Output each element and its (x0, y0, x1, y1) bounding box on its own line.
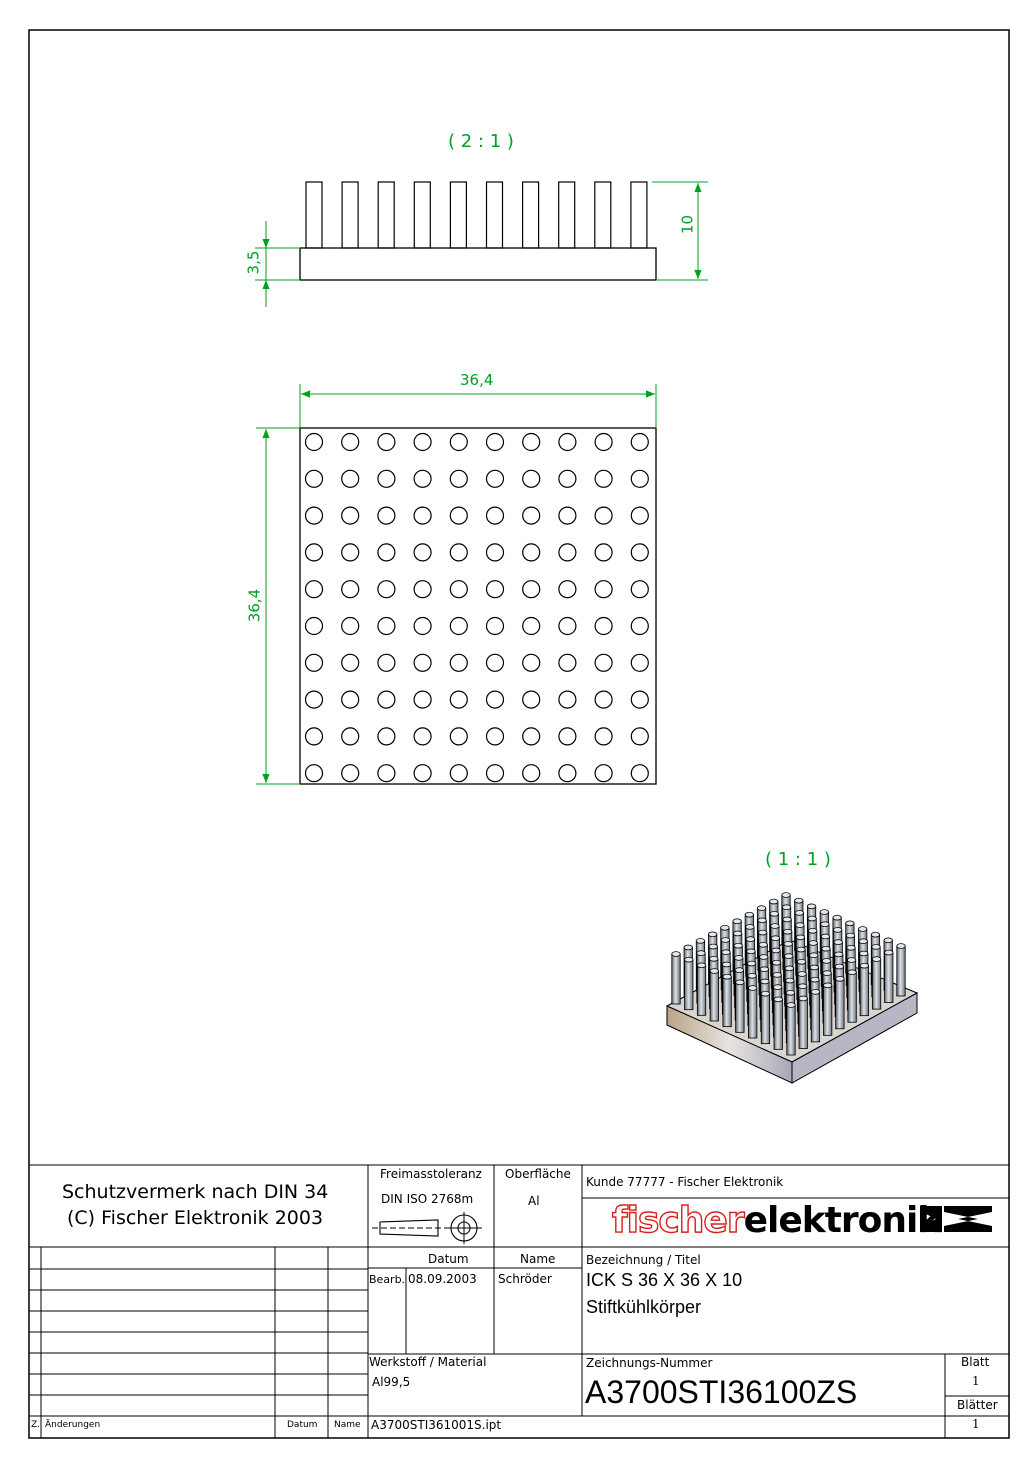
tolerance-header: Freimasstoleranz (380, 1167, 482, 1181)
top-pin (342, 581, 359, 598)
top-pin (523, 654, 540, 671)
top-pin (378, 581, 395, 598)
protection-notice-line1: Schutzvermerk nach DIN 34 (62, 1181, 329, 1203)
iso-pin (872, 957, 880, 1009)
top-pin (378, 618, 395, 635)
top-pin (306, 581, 323, 598)
top-pin (342, 765, 359, 782)
iso-pin (836, 976, 844, 1028)
logo-text-fischer: fischer (612, 1200, 744, 1241)
top-pin (487, 618, 504, 635)
sheets-label: Blätter (957, 1398, 998, 1412)
top-pin (414, 544, 431, 561)
side-pin (450, 182, 466, 248)
top-pin (378, 544, 395, 561)
top-pin (487, 728, 504, 745)
tolerance-value: DIN ISO 2768m (381, 1192, 474, 1206)
top-pin (631, 507, 648, 524)
top-pin (559, 654, 576, 671)
top-pin (595, 691, 612, 708)
top-pin (559, 728, 576, 745)
top-pin (306, 728, 323, 745)
iso-pin (736, 980, 744, 1032)
top-pin (450, 654, 467, 671)
sheet-label: Blatt (961, 1355, 990, 1369)
top-pin (414, 654, 431, 671)
iso-pin (697, 963, 705, 1015)
top-pin (595, 765, 612, 782)
top-pin (523, 728, 540, 745)
top-pin (414, 434, 431, 451)
top-pin (342, 618, 359, 635)
top-pin (631, 765, 648, 782)
top-pin (342, 434, 359, 451)
top-pin (559, 544, 576, 561)
drawing-number-header: Zeichnungs-Nummer (586, 1356, 713, 1370)
top-pin (450, 544, 467, 561)
top-view-pins (306, 434, 649, 782)
top-pin (450, 728, 467, 745)
isometric-view (667, 893, 917, 1083)
revision-date-label: Datum (287, 1420, 318, 1430)
top-pin (342, 544, 359, 561)
top-pin (450, 765, 467, 782)
top-pin (631, 581, 648, 598)
drawing-number: A3700STI36100ZS (585, 1374, 858, 1410)
top-pin (595, 618, 612, 635)
top-pin (414, 507, 431, 524)
customer-label: Kunde 77777 - Fischer Elektronik (586, 1175, 784, 1189)
top-pin (559, 618, 576, 635)
top-pin (595, 470, 612, 487)
top-pin (523, 470, 540, 487)
top-pin (487, 507, 504, 524)
top-pin (523, 507, 540, 524)
iso-pin (860, 963, 868, 1015)
top-pin (414, 728, 431, 745)
sheet-value: 1 (972, 1374, 980, 1388)
iso-pin (672, 952, 680, 1004)
fischer-logo (612, 1200, 997, 1242)
top-pin (559, 765, 576, 782)
top-pin (342, 728, 359, 745)
iso-pin (799, 996, 807, 1048)
protection-notice-line2: (C) Fischer Elektronik 2003 (67, 1207, 324, 1229)
scale-label-side: ( 2 : 1 ) (448, 131, 514, 152)
top-pin (595, 544, 612, 561)
top-pin (306, 507, 323, 524)
top-pin (306, 765, 323, 782)
top-pin (595, 654, 612, 671)
top-pin (487, 691, 504, 708)
title-line2: Stiftkühlkörper (586, 1297, 702, 1317)
bearb-label: Bearb. (369, 1273, 406, 1286)
top-pin (559, 470, 576, 487)
top-pin (631, 434, 648, 451)
top-view (256, 384, 656, 784)
iso-pin (787, 1003, 795, 1055)
top-pin (378, 691, 395, 708)
top-pin (342, 507, 359, 524)
top-pin (559, 507, 576, 524)
top-pin (523, 691, 540, 708)
top-pin (378, 470, 395, 487)
surface-header: Oberfläche (505, 1167, 571, 1181)
top-pin (559, 581, 576, 598)
material-value: Al99,5 (372, 1375, 411, 1389)
top-pin (342, 691, 359, 708)
iso-pin (748, 986, 756, 1038)
top-pin (631, 728, 648, 745)
file-name: A3700STI361001S.ipt (371, 1418, 502, 1432)
side-pin (487, 182, 503, 248)
iso-pin (897, 944, 905, 996)
side-pin (414, 182, 430, 248)
top-pin (306, 618, 323, 635)
title-header: Bezeichnung / Titel (586, 1253, 701, 1267)
top-pin (414, 765, 431, 782)
top-pin (306, 654, 323, 671)
dim-label-total-height: 10 (678, 214, 697, 235)
top-pin (378, 765, 395, 782)
top-pin (342, 470, 359, 487)
iso-pin (723, 974, 731, 1026)
top-pin (450, 470, 467, 487)
top-pin (414, 618, 431, 635)
top-pin (378, 728, 395, 745)
sheets-value: 1 (972, 1417, 980, 1431)
scale-label-iso: ( 1 : 1 ) (765, 849, 831, 870)
bearb-name: Schröder (498, 1272, 552, 1286)
top-pin (306, 470, 323, 487)
top-view-outline (300, 428, 656, 784)
side-pin (378, 182, 394, 248)
top-pin (342, 654, 359, 671)
iso-pin (823, 983, 831, 1035)
top-pin (523, 765, 540, 782)
top-pin (631, 618, 648, 635)
top-pin (487, 434, 504, 451)
top-pin (450, 507, 467, 524)
iso-pin (885, 950, 893, 1002)
top-pin (414, 470, 431, 487)
top-pin (523, 544, 540, 561)
top-pin (378, 654, 395, 671)
top-pin (450, 691, 467, 708)
top-pin (523, 581, 540, 598)
side-view-pins (306, 182, 647, 248)
top-pin (595, 434, 612, 451)
iso-pin (710, 969, 718, 1021)
revision-z-label: Z. (31, 1420, 41, 1430)
top-pin (595, 581, 612, 598)
top-pin (378, 434, 395, 451)
top-pin (595, 507, 612, 524)
surface-value: Al (528, 1194, 540, 1208)
name-header: Name (520, 1252, 556, 1266)
side-pin (306, 182, 322, 248)
top-pin (306, 544, 323, 561)
top-pin (595, 728, 612, 745)
top-pin (523, 618, 540, 635)
title-line1: ICK S 36 X 36 X 10 (586, 1270, 743, 1290)
iso-pin (848, 970, 856, 1022)
side-pin (559, 182, 575, 248)
top-pin (631, 544, 648, 561)
side-view (255, 182, 708, 307)
dim-label-base-height: 3,5 (244, 250, 263, 275)
top-pin (487, 581, 504, 598)
top-pin (487, 544, 504, 561)
revision-changes-label: Änderungen (45, 1420, 101, 1430)
top-pin (414, 691, 431, 708)
top-pin (487, 654, 504, 671)
revision-name-label: Name (334, 1420, 361, 1430)
side-view-base (300, 248, 656, 280)
top-pin (487, 765, 504, 782)
iso-pin (774, 997, 782, 1049)
top-pin (631, 654, 648, 671)
projection-symbol (372, 1212, 482, 1244)
top-pin (559, 691, 576, 708)
bearb-date: 08.09.2003 (408, 1272, 477, 1286)
top-pin (378, 507, 395, 524)
iso-pin (685, 957, 693, 1009)
top-pin (450, 618, 467, 635)
top-pin (306, 691, 323, 708)
date-header: Datum (428, 1252, 469, 1266)
top-pin (631, 691, 648, 708)
dim-label-depth: 36,4 (245, 588, 264, 623)
top-pin (450, 434, 467, 451)
iso-pin (761, 991, 769, 1043)
top-pin (450, 581, 467, 598)
side-pin (342, 182, 358, 248)
side-pin (523, 182, 539, 248)
dim-label-width: 36,4 (460, 371, 494, 389)
top-pin (487, 470, 504, 487)
top-pin (414, 581, 431, 598)
top-pin (631, 470, 648, 487)
side-pin (631, 182, 647, 248)
side-pin (595, 182, 611, 248)
material-header: Werkstoff / Material (369, 1355, 487, 1369)
logo-text-elektronik: elektronik (743, 1200, 941, 1241)
top-pin (559, 434, 576, 451)
top-pin (523, 434, 540, 451)
iso-pin (811, 989, 819, 1041)
top-pin (306, 434, 323, 451)
